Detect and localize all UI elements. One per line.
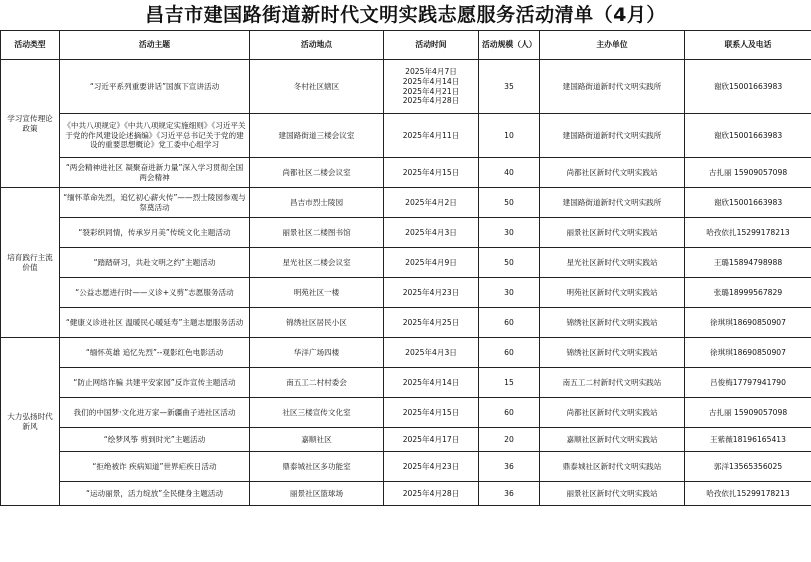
organizer-cell: 南五工二村新时代文明实践站 <box>540 368 685 398</box>
header-location: 活动地点 <box>250 31 384 60</box>
time-line: 2025年4月2日 <box>405 197 457 207</box>
contact-cell: 徐琪琪18690850907 <box>685 338 811 368</box>
time-line: 2025年4月3日 <box>405 227 457 237</box>
table-body <box>1 60 811 506</box>
table-row <box>1 278 811 308</box>
contact-cell: 哈孜依扎15299178213 <box>685 218 811 248</box>
topic-cell: “裂彩织同情，传承岁月美”传统文化主题活动 <box>60 218 250 248</box>
organizer-cell: 尚都社区新时代文明实践站 <box>540 398 685 428</box>
time-line: 2025年4月9日 <box>405 257 457 267</box>
topic-cell: “拒绝被诈 疾病知道”世界疟疾日活动 <box>60 452 250 482</box>
time-line: 2025年4月15日 <box>402 167 460 177</box>
time-cell <box>384 452 479 482</box>
organizer-cell: 丽景社区新时代文明实践站 <box>540 482 685 506</box>
time-cell <box>384 398 479 428</box>
time-line: 2025年4月11日 <box>402 130 460 140</box>
topic-cell: “防止网络诈骗 共建平安家园”反诈宣传主题活动 <box>60 368 250 398</box>
organizer-cell: 丽景社区新时代文明实践站 <box>540 218 685 248</box>
time-line: 2025年4月14日 <box>402 76 460 86</box>
time-line: 2025年4月21日 <box>402 86 460 96</box>
organizer-cell: 尚都社区新时代文明实践站 <box>540 158 685 188</box>
category-cell: 大力弘扬时代新风 <box>1 338 60 506</box>
organizer-cell: 建国路街道新时代文明实践所 <box>540 188 685 218</box>
scale-cell: 10 <box>479 114 540 158</box>
location-cell: 明苑社区一楼 <box>250 278 384 308</box>
topic-cell: “缅怀革命先烈，追忆初心薪火传”——烈士陵园参观与祭奠活动 <box>60 188 250 218</box>
organizer-cell: 明苑社区新时代文明实践站 <box>540 278 685 308</box>
time-cell <box>384 114 479 158</box>
table-row <box>1 60 811 114</box>
time-line: 2025年4月17日 <box>402 434 460 444</box>
location-cell: 华洋广场四楼 <box>250 338 384 368</box>
topic-cell: “运动丽景，活力绽放”全民健身主题活动 <box>60 482 250 506</box>
contact-cell: 古扎丽 15909057098 <box>685 158 811 188</box>
header-organizer: 主办单位 <box>540 31 685 60</box>
contact-cell: 谢欣15001663983 <box>685 114 811 158</box>
location-cell: 丽景社区二楼图书馆 <box>250 218 384 248</box>
scale-cell: 15 <box>479 368 540 398</box>
contact-cell: 徐琪琪18690850907 <box>685 308 811 338</box>
header-time: 活动时间 <box>384 31 479 60</box>
location-cell: 社区三楼宣传文化室 <box>250 398 384 428</box>
scale-cell: 35 <box>479 60 540 114</box>
header-scale: 活动规模（人） <box>479 31 540 60</box>
table-row <box>1 308 811 338</box>
time-cell <box>384 60 479 114</box>
scale-cell: 36 <box>479 452 540 482</box>
scale-cell: 30 <box>479 278 540 308</box>
contact-cell: 谢欣15001663983 <box>685 188 811 218</box>
table-row <box>1 114 811 158</box>
time-line: 2025年4月15日 <box>402 407 460 417</box>
organizer-cell: 星光社区新时代文明实践站 <box>540 248 685 278</box>
contact-cell: 王璐15894798988 <box>685 248 811 278</box>
organizer-cell: 锦绣社区新时代文明实践站 <box>540 308 685 338</box>
topic-cell: “两会精神进社区 凝聚奋进新力量”深入学习贯彻全国两会精神 <box>60 158 250 188</box>
table-row <box>1 482 811 506</box>
header-topic: 活动主题 <box>60 31 250 60</box>
contact-cell: 郭洋13565356025 <box>685 452 811 482</box>
time-cell <box>384 368 479 398</box>
category-cell: 培育践行主流价值 <box>1 188 60 338</box>
table-row <box>1 248 811 278</box>
time-line: 2025年4月7日 <box>405 67 457 77</box>
location-cell: 尚都社区二楼会议室 <box>250 158 384 188</box>
table-row <box>1 188 811 218</box>
time-line: 2025年4月14日 <box>402 377 460 387</box>
time-line: 2025年4月23日 <box>402 287 460 297</box>
topic-cell: 我们的中国梦·文化进万家—新疆曲子进社区活动 <box>60 398 250 428</box>
table-row <box>1 452 811 482</box>
scale-cell: 60 <box>479 398 540 428</box>
table-row <box>1 218 811 248</box>
time-cell <box>384 338 479 368</box>
topic-cell: “习近平系列重要讲话”国旗下宣讲活动 <box>60 60 250 114</box>
topic-cell: “公益志愿进行时——义诊+义剪”志愿服务活动 <box>60 278 250 308</box>
topic-cell: 《中共八项规定》《中共八项规定实施细则》《习近平关于党的作风建设论述摘编》《习近平总书记关于党的建设的重要思想概论》党工委中心组学习 <box>60 114 250 158</box>
time-line: 2025年4月28日 <box>402 96 460 106</box>
time-line: 2025年4月25日 <box>402 317 460 327</box>
time-cell <box>384 428 479 452</box>
scale-cell: 50 <box>479 188 540 218</box>
location-cell: 星光社区二楼会议室 <box>250 248 384 278</box>
scale-cell: 36 <box>479 482 540 506</box>
time-cell <box>384 248 479 278</box>
table-row <box>1 428 811 452</box>
time-cell <box>384 158 479 188</box>
organizer-cell: 嘉顺社区新时代文明实践站 <box>540 428 685 452</box>
contact-cell: 张璐18999567829 <box>685 278 811 308</box>
location-cell: 冬村社区辖区 <box>250 60 384 114</box>
location-cell: 南五工二村村委会 <box>250 368 384 398</box>
contact-cell: 哈孜依扎15299178213 <box>685 482 811 506</box>
contact-cell: 吕俊梅17797941790 <box>685 368 811 398</box>
location-cell: 建国路街道三楼会议室 <box>250 114 384 158</box>
activity-table <box>0 30 811 506</box>
organizer-cell: 建国路街道新时代文明实践所 <box>540 60 685 114</box>
organizer-cell: 锦绣社区新时代文明实践站 <box>540 338 685 368</box>
location-cell: 锦绣社区居民小区 <box>250 308 384 338</box>
time-cell <box>384 482 479 506</box>
table-row <box>1 398 811 428</box>
category-cell: 学习宣传理论政策 <box>1 60 60 188</box>
scale-cell: 60 <box>479 308 540 338</box>
location-cell: 丽景社区篮球场 <box>250 482 384 506</box>
organizer-cell: 建国路街道新时代文明实践所 <box>540 114 685 158</box>
topic-cell: “踏踏研习，共赴文明之约”主题活动 <box>60 248 250 278</box>
contact-cell: 王紫薇18196165413 <box>685 428 811 452</box>
header-contact: 联系人及电话 <box>685 31 811 60</box>
time-line: 2025年4月3日 <box>405 347 457 357</box>
table-row <box>1 368 811 398</box>
scale-cell: 50 <box>479 248 540 278</box>
topic-cell: “健康义诊进社区 温暖民心暖延寿”主题志愿服务活动 <box>60 308 250 338</box>
scale-cell: 20 <box>479 428 540 452</box>
scale-cell: 30 <box>479 218 540 248</box>
time-cell <box>384 278 479 308</box>
time-line: 2025年4月28日 <box>402 488 460 498</box>
time-cell <box>384 308 479 338</box>
time-cell <box>384 218 479 248</box>
organizer-cell: 鼎泰城社区新时代文明实践站 <box>540 452 685 482</box>
topic-cell: “缅怀英雄 追忆先烈”--观影红色电影活动 <box>60 338 250 368</box>
time-cell <box>384 188 479 218</box>
header-category: 活动类型 <box>1 31 60 60</box>
location-cell: 鼎泰城社区多功能室 <box>250 452 384 482</box>
scale-cell: 40 <box>479 158 540 188</box>
header-row <box>1 31 811 60</box>
location-cell: 嘉顺社区 <box>250 428 384 452</box>
topic-cell: “绘梦风筝 剪到时光”主题活动 <box>60 428 250 452</box>
location-cell: 昌吉市烈士陵园 <box>250 188 384 218</box>
scale-cell: 60 <box>479 338 540 368</box>
contact-cell: 古扎丽 15909057098 <box>685 398 811 428</box>
contact-cell: 谢欣15001663983 <box>685 60 811 114</box>
page-title: 昌吉市建国路街道新时代文明实践志愿服务活动清单（4月） <box>145 4 666 26</box>
time-line: 2025年4月23日 <box>402 461 460 471</box>
table-row <box>1 338 811 368</box>
table-row <box>1 158 811 188</box>
